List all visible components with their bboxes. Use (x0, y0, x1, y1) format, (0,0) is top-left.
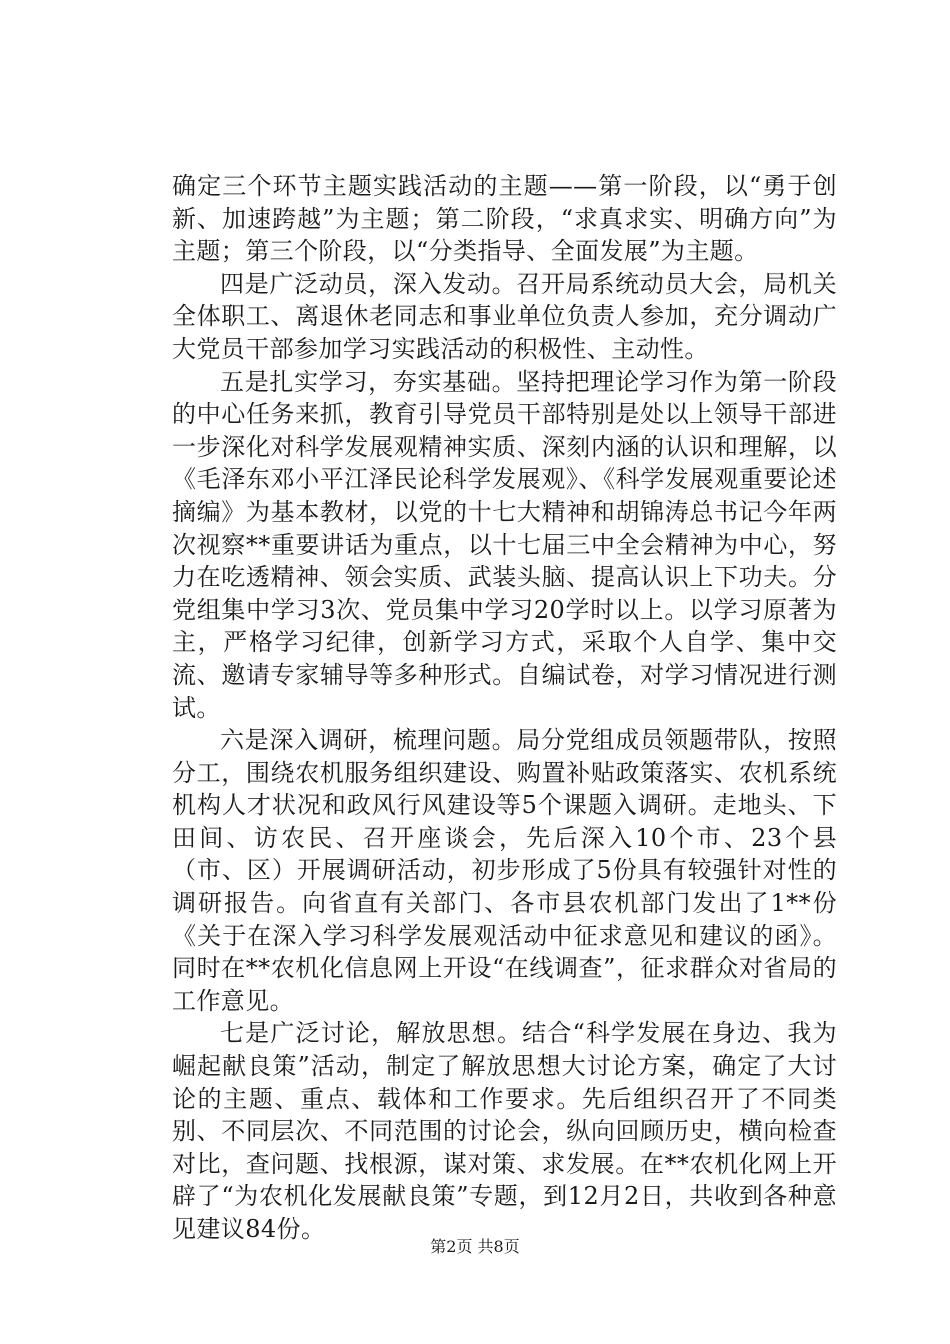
paragraph-2: 四是广泛动员，深入发动。召开局系统动员大会，局机关全体职工、离退休老同志和事业单位负责人参加，充分调动广大党员干部参加学习实践活动的积极性、主动性。 (172, 269, 837, 363)
paragraph-3: 五是扎实学习，夯实基础。坚持把理论学习作为第一阶段的中心任务来抓，教育引导党员干部特别是处以上领导干部进一步深化对科学发展观精神实质、深刻内涵的认识和理解，以《毛泽东邓小平江泽民论科学发展观》、《科学发展观重要论述摘编》为基本教材，以党的十七大精神和胡锦涛总书记今年两次视察**重要讲话为重点，以十七届三中全会精神为中心，努力在吃透精神、领会实质、武装头脑、提高认识上下功夫。分党组集中学习3次、党员集中学习20学时以上。以学习原著为主，严格学习纪律，创新学习方式，采取个人自学、集中交流、邀请专家辅导等多种形式。自编试卷，对学习情况进行测试。 (172, 367, 837, 722)
paragraph-1: 确定三个环节主题实践活动的主题——第一阶段，以“勇于创新、加速跨越”为主题；第二阶段，“求真求实、明确方向”为主题；第三个阶段，以“分类指导、全面发展”为主题。 (172, 172, 837, 266)
page-footer: 第2页 共8页 (430, 1237, 520, 1256)
paragraph-4: 六是深入调研，梳理问题。局分党组成员领题带队，按照分工，围绕农机服务组织建设、购置补贴政策落实、农机系统机构人才状况和政风行风建设等5个课题入调研。走地头、下田间、访农民、召开座谈会，先后深入10个市、23个县（市、区）开展调研活动，初步形成了5份具有较强针对性的调研报告。向省直有关部门、各市县农机部门发出了1**份《关于在深入学习科学发展观活动中征求意见和建议的函》。同时在**农机化信息网上开设“在线调查”，征求群众对省局的工作意见。 (172, 726, 837, 1015)
document-body (172, 170, 837, 1246)
paragraph-5: 七是广泛讨论，解放思想。结合“科学发展在身边、我为崛起献良策”活动，制定了解放思想大讨论方案，确定了大讨论的主题、重点、载体和工作要求。先后组织召开了不同类别、不同层次、不同范围的讨论会，纵向回顾历史，横向检查对比，查问题、找根源，谋对策、求发展。在**农机化网上开辟了“为农机化发展献良策”专题，到12月2日，共收到各种意见建议84份。 (172, 1019, 837, 1243)
